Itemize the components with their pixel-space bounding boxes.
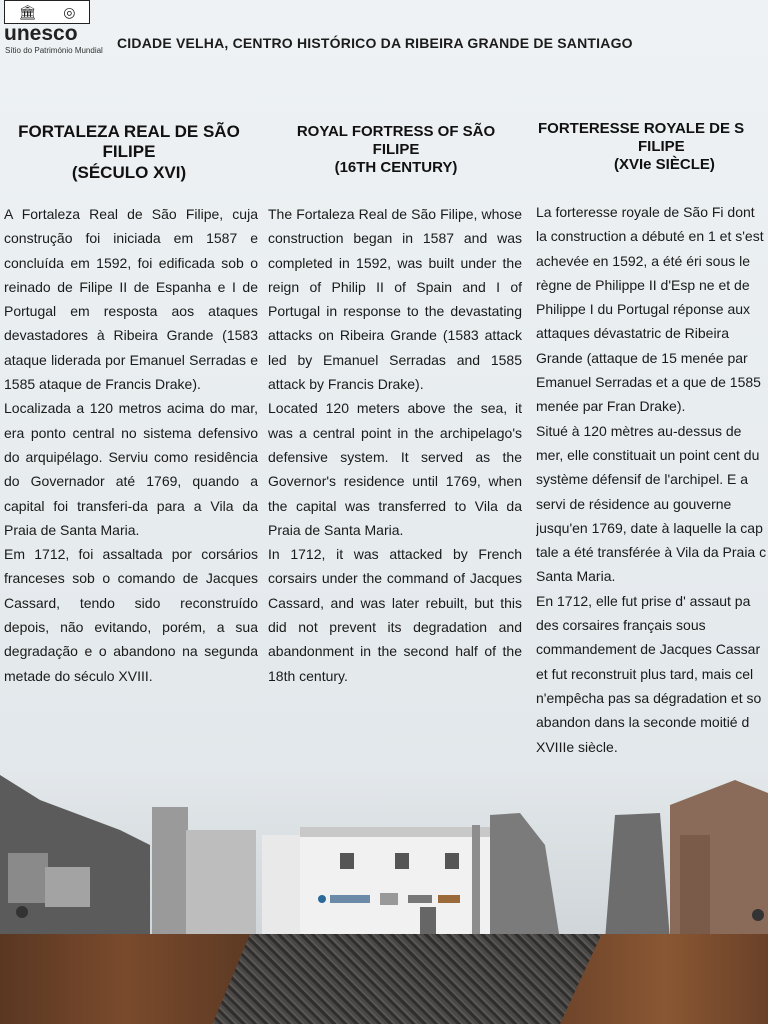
wooden-support-left — [0, 934, 250, 1024]
heritage-subtitle: Sítio do Património Mundial — [5, 46, 103, 55]
text-column-fr — [536, 200, 768, 759]
site-title: CIDADE VELHA, CENTRO HISTÓRICO DA RIBEIRA GRANDE DE SANTIAGO — [117, 35, 633, 51]
paragraph: A Fortaleza Real de São Filipe, cuja construção foi iniciada em 1587 e concluída em 1592, foi edificada sob o reinado de Filipe II de Espanha e I de Portugal em resposta aos ataques devastadores à Ribeira Grande (1583 ataque liderada por Emanuel Serradas e 1585 ataque de Francis Drake). — [4, 206, 258, 393]
unesco-emblem — [4, 0, 90, 24]
paragraph: Localizada a 120 metros acima do mar, era ponto central no sistema defensivo do arquipélago. Serviu como residência do Governador até 1769, quando a capital foi transferi-da para a Vila da Praia de Santa Maria. — [4, 400, 258, 538]
temple-icon: 🏛 — [18, 4, 37, 20]
heading-line: ROYAL FORTRESS OF SÃO — [296, 123, 496, 140]
heading-line: (XVIe SIÈCLE) — [614, 156, 715, 173]
unesco-wordmark: unesco — [4, 22, 78, 45]
paragraph: Situé à 120 mètres au-dessus de mer, elle constituait un point cent du système défensif de l'archipel. E a servi de résidence au gouverne jusqu'en 1769, date à laquelle la cap tale a été transférée à Vila da Praia c Santa Maria. — [536, 422, 767, 585]
paragraph: The Fortaleza Real de São Filipe, whose construction began in 1587 and was completed in 1592, was built under the reign of Philip II of Spain and I of Portugal in response to the devastating attacks on Ribeira Grande (1583 attack led by Emanuel Serradas and 1585 attack by Francis Drake). — [268, 206, 522, 393]
heading-fr — [532, 120, 768, 174]
text-column-pt — [4, 202, 258, 688]
heading-pt — [0, 122, 258, 183]
paragraph: La forteresse royale de São Fi dont la construction a débuté en 1 et s'est achevée en 1592, a été éri sous le règne de Philippe II d'Esp ne et de Philippe I du Portugal réponse aux attaques dévastatric de Ribeira Grande (attaque de 15 menée par Emanuel Serradas et a que de 1585 menée par Fran Drake). — [536, 204, 764, 415]
heading-line: FILIPE — [372, 141, 420, 158]
heading-en — [270, 123, 522, 177]
heading-line: FORTALEZA REAL DE SÃO — [18, 122, 240, 141]
text-column-en — [268, 202, 522, 688]
heading-line: FORTERESSE ROYALE DE S — [538, 120, 745, 137]
heading-line: (SÉCULO XVI) — [71, 162, 187, 182]
heading-line: FILIPE — [638, 138, 685, 155]
paragraph: Located 120 meters above the sea, it was a central point in the archipelago's defensive system. It served as the Governor's residence until 1769, when the capital was transferred to Vila da Praia de Santa Maria. — [268, 400, 522, 538]
heading-line: (16TH CENTURY) — [334, 159, 458, 176]
fortress-photo-strip — [0, 775, 768, 940]
heading-line: FILIPE — [102, 142, 156, 162]
paragraph: Em 1712, foi assaltada por corsários franceses sob o comando de Jacques Cassard, tendo sido reconstruído depois, não evitando, porém, a sua degradação e o abandono na segunda metade do século XVIII. — [4, 546, 258, 684]
world-heritage-icon: ◎ — [63, 4, 76, 20]
paragraph: En 1712, elle fut prise d' assaut pa des corsaires français sous commandement de Jacques Cassar et fut reconstruit plus tard, mais cel n'empêcha pas sa dégradation et so abandon dans la seconde moitié d XVIIIe siècle. — [536, 592, 762, 755]
paragraph: In 1712, it was attacked by French corsairs under the command of Jacques Cassard, and was later rebuilt, but this did not prevent its degradation and abandonment in the second half of the 18th century. — [268, 546, 522, 684]
